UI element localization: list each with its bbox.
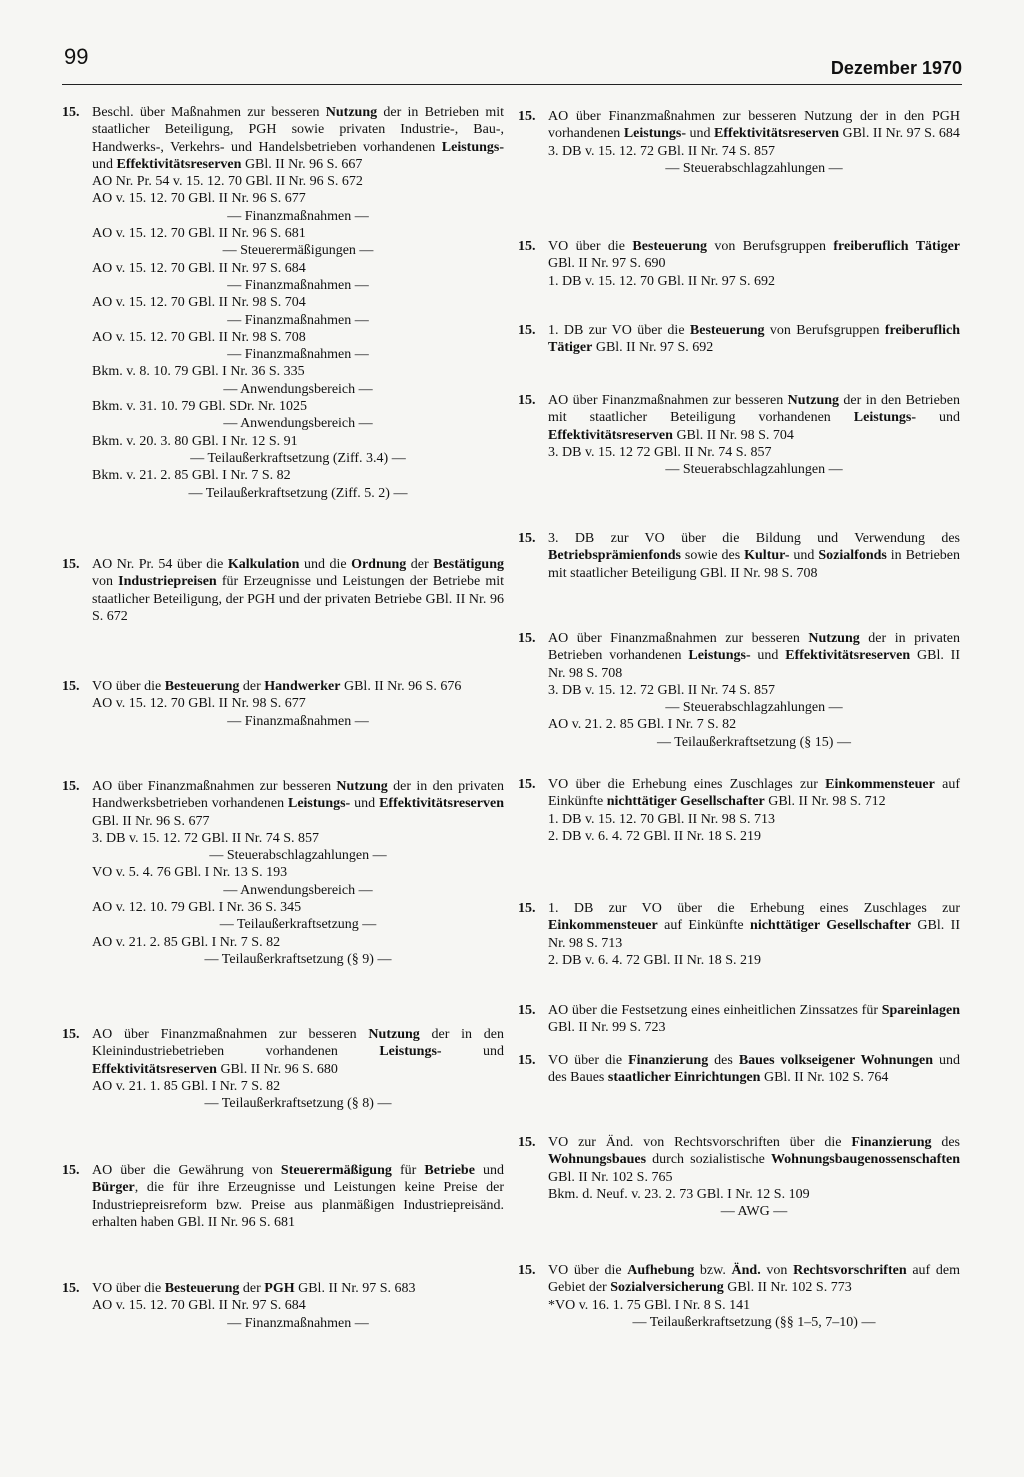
- amendment-note: — Teilaußerkraftsetzung (§ 8) —: [204, 1096, 392, 1112]
- entry-title: AO über die Gewährung von Steuerermäßigung für Betriebe und Bürger, die für ihre Erzeugnisse und Leistungen keine Preise der Industriepreisreform bzw. Preise aus planmäßigen Industriepreisänd. erhalten haben GBl. II Nr. 96 S. 681: [92, 1163, 505, 1230]
- reference-line: AO v. 15. 12. 70 GBl. II Nr. 96 S. 681: [92, 226, 306, 242]
- register-entry: [518, 322, 960, 357]
- reference-line: 3. DB v. 15. 12. 72 GBl. II Nr. 74 S. 857: [548, 143, 775, 159]
- amendment-note: — Anwendungsbereich —: [223, 882, 373, 898]
- amendment-note: — Finanzmaßnahmen —: [227, 277, 369, 293]
- amendment-note: — Finanzmaßnahmen —: [227, 713, 369, 729]
- register-entry: [62, 1280, 504, 1332]
- reference-line: AO Nr. Pr. 54 v. 15. 12. 70 GBl. II Nr. 96 S. 672: [92, 174, 363, 190]
- entry-title: AO über Finanzmaßnahmen zur besseren Nutzung der in den PGH vorhandenen Leistungs- und Effektivitätsreserven GBl. II Nr. 97 S. 684: [548, 109, 960, 142]
- entry-date: 15.: [62, 679, 80, 694]
- register-entry: [62, 556, 504, 625]
- reference-line: VO v. 5. 4. 76 GBl. I Nr. 13 S. 193: [92, 865, 288, 881]
- register-entry: [518, 1052, 960, 1087]
- entry-title: 1. DB zur VO über die Erhebung eines Zuschlages zur Einkommensteuer auf Einkünfte nichttätiger Gesellschafter GBl. II Nr. 98 S. 713: [548, 901, 960, 951]
- register-entry: [62, 104, 504, 502]
- register-entry: [518, 530, 960, 582]
- reference-line: 2. DB v. 6. 4. 72 GBl. II Nr. 18 S. 219: [548, 952, 761, 968]
- entry-title: VO über die Besteuerung von Berufsgruppen freiberuflich Tätiger GBl. II Nr. 97 S. 690: [548, 239, 961, 272]
- reference-line: Bkm. v. 21. 2. 85 GBl. I Nr. 7 S. 82: [92, 468, 291, 484]
- register-entry: [518, 1002, 960, 1037]
- amendment-note: — Steuerabschlagzahlungen —: [665, 462, 843, 478]
- amendment-note: — Anwendungsbereich —: [223, 381, 373, 397]
- entry-title: AO Nr. Pr. 54 über die Kalkulation und die Ordnung der Bestätigung von Industriepreisen für Erzeugnisse und Leistungen der Betriebe mit staatlicher Beteiligung, der PGH und der privaten Betriebe GBl. II Nr. 96 S. 672: [92, 557, 505, 624]
- reference-line: *VO v. 16. 1. 75 GBl. I Nr. 8 S. 141: [548, 1297, 751, 1313]
- entry-date: 15.: [518, 239, 536, 254]
- amendment-note: — Steuerabschlagzahlungen —: [665, 700, 843, 716]
- entry-title: VO über die Finanzierung des Baues volkseigener Wohnungen und des Baues staatlicher Einrichtungen GBl. II Nr. 102 S. 764: [548, 1053, 961, 1086]
- reference-line: AO v. 15. 12. 70 GBl. II Nr. 97 S. 684: [92, 1298, 306, 1314]
- reference-line: AO v. 21. 1. 85 GBl. I Nr. 7 S. 82: [92, 1078, 281, 1094]
- register-entry: [518, 1134, 960, 1220]
- entry-title: VO über die Erhebung eines Zuschlages zur Einkommensteuer auf Einkünfte nichttätiger Gesellschafter GBl. II Nr. 98 S. 712: [548, 777, 960, 810]
- entry-date: 15.: [518, 901, 536, 916]
- amendment-note: — Finanzmaßnahmen —: [227, 312, 369, 328]
- entry-title: AO über Finanzmaßnahmen zur besseren Nutzung der in den privaten Handwerksbetrieben vorhandenen Leistungs- und Effektivitätsreserven GBl. II Nr. 96 S. 677: [92, 779, 504, 829]
- reference-line: AO v. 15. 12. 70 GBl. II Nr. 98 S. 704: [92, 295, 306, 311]
- reference-line: 3. DB v. 15. 12. 72 GBl. II Nr. 74 S. 857: [548, 682, 775, 698]
- page-number: 99: [64, 44, 89, 69]
- register-entry: [518, 900, 960, 969]
- register-entry: [518, 630, 960, 751]
- entry-date: 15.: [518, 1053, 536, 1068]
- entry-title: Beschl. über Maßnahmen zur besseren Nutzung der in Betrieben mit staatlicher Beteiligung, PGH sowie privaten Industrie-, Bau-, Handwerks-, Verkehrs- und Handelsbetrieben vorhandenen Leistungs- und Effektivitätsreserven GBl. II Nr. 96 S. 667: [92, 105, 504, 172]
- entry-title: VO über die Besteuerung der PGH GBl. II Nr. 97 S. 683: [92, 1281, 416, 1296]
- reference-line: AO v. 12. 10. 79 GBl. I Nr. 36 S. 345: [92, 900, 302, 916]
- entry-title: AO über Finanzmaßnahmen zur besseren Nutzung der in privaten Betrieben vorhandenen Leistungs- und Effektivitätsreserven GBl. II Nr. 98 S. 708: [548, 631, 960, 681]
- entry-date: 15.: [62, 779, 80, 794]
- register-entry: [62, 1026, 504, 1112]
- amendment-note: — Teilaußerkraftsetzung (Ziff. 3.4) —: [190, 450, 406, 466]
- reference-line: AO v. 15. 12. 70 GBl. II Nr. 98 S. 677: [92, 696, 306, 712]
- page-month: Dezember 1970: [830, 58, 962, 78]
- entry-date: 15.: [518, 531, 536, 546]
- amendment-note: — Teilaußerkraftsetzung (Ziff. 5. 2) —: [188, 485, 408, 501]
- reference-line: AO v. 15. 12. 70 GBl. II Nr. 98 S. 708: [92, 329, 306, 345]
- register-entry: [62, 778, 504, 968]
- entry-date: 15.: [518, 1263, 536, 1278]
- amendment-note: — Steuerabschlagzahlungen —: [665, 160, 843, 176]
- entry-date: 15.: [518, 777, 536, 792]
- register-entry: [62, 678, 504, 730]
- entry-title: AO über Finanzmaßnahmen zur besseren Nutzung der in den Kleinindustriebetrieben vorhandenen Leistungs- und Effektivitätsreserven GBl. II Nr. 96 S. 680: [92, 1027, 505, 1077]
- entry-date: 15.: [62, 1281, 80, 1296]
- reference-line: Bkm. v. 31. 10. 79 GBl. SDr. Nr. 1025: [92, 399, 307, 415]
- entry-date: 15.: [518, 1003, 536, 1018]
- reference-line: 3. DB v. 15. 12 72 GBl. II Nr. 74 S. 857: [548, 444, 772, 460]
- reference-line: Bkm. v. 20. 3. 80 GBl. I Nr. 12 S. 91: [92, 433, 298, 449]
- amendment-note: — Finanzmaßnahmen —: [227, 208, 369, 224]
- header-rule: [62, 84, 962, 85]
- reference-line: Bkm. d. Neuf. v. 23. 2. 73 GBl. I Nr. 12 S. 109: [548, 1186, 810, 1202]
- reference-line: AO v. 21. 2. 85 GBl. I Nr. 7 S. 82: [92, 934, 281, 950]
- reference-line: 1. DB v. 15. 12. 70 GBl. II Nr. 98 S. 713: [548, 811, 775, 827]
- register-entry: [518, 108, 960, 177]
- amendment-note: — Anwendungsbereich —: [223, 416, 373, 432]
- entry-date: 15.: [518, 323, 536, 338]
- register-entry: [518, 238, 960, 290]
- amendment-note: — Steuerermäßigungen —: [222, 243, 374, 259]
- entry-date: 15.: [518, 631, 536, 646]
- amendment-note: — Teilaußerkraftsetzung (§§ 1–5, 7–10) —: [632, 1314, 876, 1330]
- entry-title: VO zur Änd. von Rechtsvorschriften über die Finanzierung des Wohnungsbaues durch sozialistische Wohnungsbaugenossenschaften GBl. II Nr. 102 S. 765: [548, 1135, 960, 1185]
- entry-title: AO über Finanzmaßnahmen zur besseren Nutzung der in den Betrieben mit staatlicher Beteiligung vorhandenen Leistungs- und Effektivitätsreserven GBl. II Nr. 98 S. 704: [548, 393, 961, 443]
- amendment-note: — Teilaußerkraftsetzung (§ 15) —: [657, 734, 851, 750]
- entry-title: VO über die Besteuerung der Handwerker GBl. II Nr. 96 S. 676: [92, 679, 462, 694]
- entry-title: 3. DB zur VO über die Bildung und Verwendung des Betriebsprämienfonds sowie des Kultur- und Sozialfonds in Betrieben mit staatlicher Beteiligung GBl. II Nr. 98 S. 708: [548, 531, 961, 581]
- amendment-note: — Teilaußerkraftsetzung —: [219, 917, 377, 933]
- reference-line: AO v. 15. 12. 70 GBl. II Nr. 96 S. 677: [92, 191, 306, 207]
- entry-title: AO über die Festsetzung eines einheitlichen Zinssatzes für Spareinlagen GBl. II Nr. 99 S. 723: [548, 1003, 960, 1036]
- entry-date: 15.: [62, 105, 80, 120]
- register-entry: [62, 1162, 504, 1231]
- entry-date: 15.: [518, 393, 536, 408]
- entry-date: 15.: [518, 109, 536, 124]
- amendment-note: — AWG —: [720, 1204, 788, 1220]
- reference-line: 1. DB v. 15. 12. 70 GBl. II Nr. 97 S. 692: [548, 273, 775, 289]
- reference-line: AO v. 21. 2. 85 GBl. I Nr. 7 S. 82: [548, 717, 737, 733]
- reference-line: Bkm. v. 8. 10. 79 GBl. I Nr. 36 S. 335: [92, 364, 305, 380]
- register-entry: [518, 776, 960, 845]
- reference-line: AO v. 15. 12. 70 GBl. II Nr. 97 S. 684: [92, 260, 306, 276]
- entry-date: 15.: [62, 557, 80, 572]
- register-entry: [518, 1262, 960, 1331]
- entry-date: 15.: [62, 1163, 80, 1178]
- amendment-note: — Teilaußerkraftsetzung (§ 9) —: [204, 951, 392, 967]
- reference-line: 3. DB v. 15. 12. 72 GBl. II Nr. 74 S. 857: [92, 830, 319, 846]
- entry-date: 15.: [518, 1135, 536, 1150]
- amendment-note: — Steuerabschlagzahlungen —: [209, 848, 387, 864]
- amendment-note: — Finanzmaßnahmen —: [227, 347, 369, 363]
- entry-title: 1. DB zur VO über die Besteuerung von Berufsgruppen freiberuflich Tätiger GBl. II Nr. 97 S. 692: [548, 323, 960, 356]
- reference-line: 2. DB v. 6. 4. 72 GBl. II Nr. 18 S. 219: [548, 828, 761, 844]
- entry-title: VO über die Aufhebung bzw. Änd. von Rechtsvorschriften auf dem Gebiet der Sozialversicherung GBl. II Nr. 102 S. 773: [548, 1263, 961, 1296]
- amendment-note: — Finanzmaßnahmen —: [227, 1315, 369, 1331]
- register-entry: [518, 392, 960, 478]
- entry-date: 15.: [62, 1027, 80, 1042]
